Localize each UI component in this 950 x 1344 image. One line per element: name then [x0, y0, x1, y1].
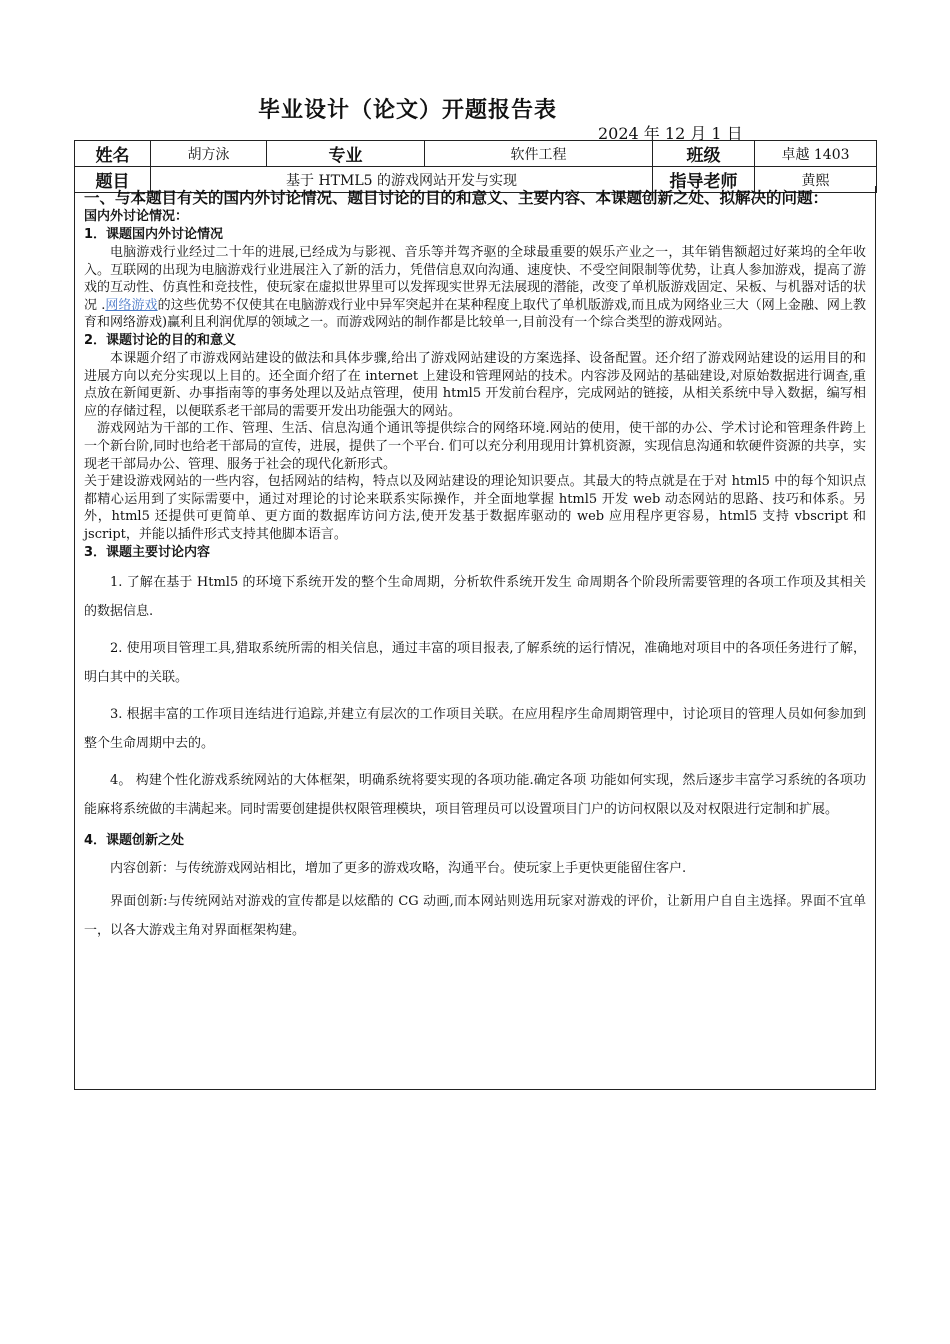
- name-label: 姓名: [75, 141, 151, 167]
- s4-paragraph-2: 界面创新:与传统网站对游戏的宣传都是以炫酷的 CG 动画,而本网站则选用玩家对游戏的评价，让新用户自自主选择。界面不宜单一，以各大游戏主角对界面框架构建。: [84, 893, 866, 938]
- topic-label: 题目: [75, 167, 151, 193]
- document-title: 毕业设计（论文）开题报告表: [258, 98, 558, 123]
- s3-item-4: 4。 构建个性化游戏系统网站的大体框架，明确系统将要实现的各项功能.确定各项 功能如何实现，然后逐步丰富学习系统的各项功能麻将系统做的丰满起来。同时需要创建提供权限管理模块，项目管理员可以设置项目门户的访问权限以及对权限进行定制和扩展。: [84, 772, 866, 817]
- s1-title: 1．课题国内外讨论情况: [84, 227, 224, 242]
- s1-paragraph: [84, 244, 866, 332]
- s2-title: 2．课题讨论的目的和意义: [84, 332, 237, 348]
- class-value: 卓越 1403: [755, 141, 877, 167]
- major-value: 软件工程: [425, 141, 653, 167]
- s2-paragraph-3: 关于建设游戏网站的一些内容，包括网站的结构，特点以及网站建设的理论知识要点。其最大的特点就是在于对 html5 中的每个知识点都精心运用到了实际需要中，通过对理论的讨论来联系实际操作，并全面地掌握 html5 开发 web 动态网站的思路、技巧和体系。另外，html5 还提供可更简单、更方面的数据库访问方法,使开发基于数据库驱动的 web 应用程序更容易，html5 支持 vbscript 和 jscript，并能以插件形式支持其他脚本语言。: [84, 474, 866, 542]
- s4-paragraph-1: 内容创新：与传统游戏网站相比，增加了更多的游戏攻略，沟通平台。使玩家上手更快更能留住客户.: [110, 860, 687, 876]
- name-value: 胡方泳: [151, 141, 267, 167]
- s4-title: 4．课题创新之处: [84, 832, 185, 848]
- topic-value: 基于 HTML5 的游戏网站开发与实现: [151, 167, 653, 193]
- s2-paragraph-1: 本课题介绍了市游戏网站建设的做法和具体步骤,给出了游戏网站建设的方案选择、设备配置。还介绍了游戏网站建设的运用目的和进展方向以充分实现以上目的。还全面介绍了在 internet 上建设和管理网站的技术。内容涉及网站的基础建设,对原始数据进行调查,重点放在新闻更新、办事指南等的事务处理以及站点管理，使用 html5 开发前台程序，完成网站的链接，从相关系统中导入数据，编写相应的存储过程，以便联系老干部局的需要开发出功能强大的网站。: [84, 350, 866, 419]
- header-row-1: [75, 141, 877, 167]
- advisor-label: 指导老师: [653, 167, 755, 193]
- s1-text-b: 的这些优势不仅使其在电脑游戏行业中异军突起并在某种程度上取代了单机版游戏,而且成为网络业三大（网上金融、网上教育和网络游戏)赢利且利润优厚的领域之一。而游戏网站的制作都是比较单一,目前没有一个综合类型的游戏网站。: [84, 297, 866, 331]
- advisor-value: 黄熙: [755, 167, 877, 193]
- section-title: 一、与本题目有关的国内外讨论情况、题目讨论的目的和意义、主要内容、本课题创新之处、拟解决的问题：: [84, 189, 829, 207]
- online-game-link[interactable]: 网络游戏: [105, 297, 158, 313]
- content-body: [84, 188, 866, 945]
- content-box: [74, 186, 876, 1090]
- s3-title: 3．课题主要讨论内容: [84, 544, 211, 560]
- s3-item-2: 2. 使用项目管理工具,猎取系统所需的相关信息，通过丰富的项目报表,了解系统的运行情况，准确地对项目中的各项任务进行了解，明白其中的关联。: [84, 640, 866, 685]
- report-date: 2024 年 12 月 1 日: [598, 124, 743, 143]
- class-label: 班级: [653, 141, 755, 167]
- s3-item-3: 3. 根据丰富的工作项目连结进行追踪,并建立有层次的工作项目关联。在应用程序生命周期管理中，讨论项目的管理人员如何参加到整个生命周期中去的。: [84, 706, 866, 751]
- s1-text-a: 电脑游戏行业经过二十年的进展,已经成为与影视、音乐等并驾齐驱的全球最重要的娱乐产业之一，其年销售额超过好莱坞的全年收入。互联网的出现为电脑游戏行业进展注入了新的活力，凭借信息双向沟通、速度快、不受空间限制等优势，让真人参加游戏，提高了游戏的互动性、仿真性和竞技性，使玩家在虚拟世界里可以发挥现实世界无法展现的潜能，改变了单机版游戏固定、呆板、与机器对话的状况 .: [84, 245, 866, 313]
- sub-title: 国内外讨论情况：: [84, 209, 189, 224]
- s3-item-1: 1. 了解在基于 Html5 的环境下系统开发的整个生命周期，分析软件系统开发生 命周期各个阶段所需要管理的各项工作项及其相关的数据信息.: [84, 574, 866, 619]
- s2-paragraph-2: 游戏网站为干部的工作、管理、生活、信息沟通个通讯等提供综合的网络环境.网站的使用，使干部的办公、学术讨论和管理条件跨上一个新台阶,同时也给老干部局的宣传，进展，提供了一个平台. 们可以充分利用现用计算机资源，实现信息沟通和软硬件资源的共享，实现老干部局办公、管理、服务于社会的现代化新形式。: [84, 421, 866, 472]
- major-label: 专业: [267, 141, 425, 167]
